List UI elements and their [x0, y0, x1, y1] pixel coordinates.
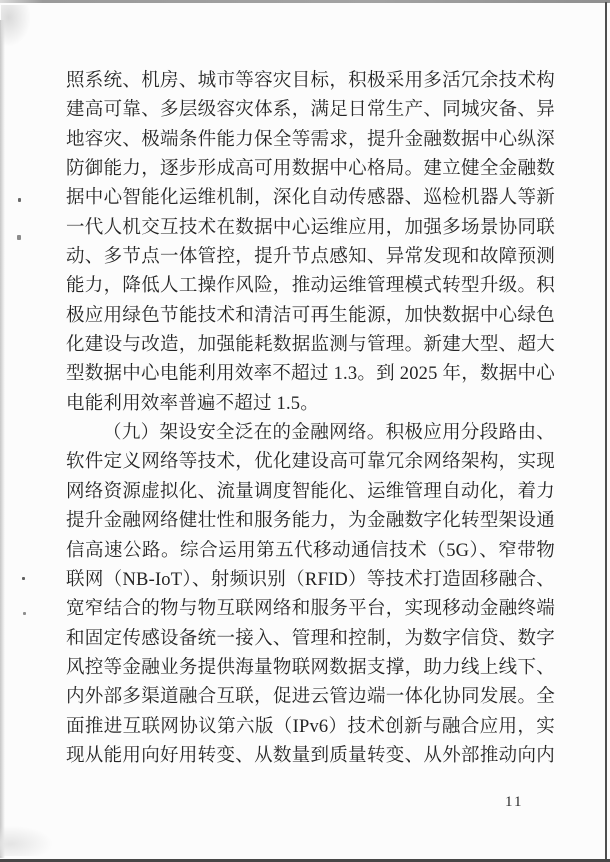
- text-line: 面推进互联网协议第六版（IPv6）技术创新与融合应用，实: [66, 716, 555, 737]
- text-line: 照系统、机房、城市等容灾目标，积极采用多活冗余技术构: [66, 71, 555, 91]
- document-body-text: [66, 67, 555, 771]
- text-line: 网络资源虚拟化、流量调度智能化、运维管理自动化，着力: [66, 481, 555, 502]
- text-line: 内外部多渠道融合互联，促进云管边端一体化协同发展。全: [66, 687, 555, 708]
- scan-edge-left: [0, 20, 5, 858]
- scan-edge-top: [0, 0, 610, 3]
- scan-speck: [18, 198, 21, 202]
- scan-speck: [22, 577, 25, 580]
- text-line: 能力，降低人工操作风险，推动运维管理模式转型升级。积: [66, 276, 555, 297]
- scan-smudge: [0, 826, 52, 856]
- text-line: 电能利用效率普遍不超过 1.5。: [66, 393, 319, 414]
- text-line: 化建设与改造，加强能耗数据监测与管理。新建大型、超大: [66, 335, 555, 356]
- scan-speck: [23, 612, 26, 615]
- text-line: 地容灾、极端条件能力保全等需求，提升金融数据中心纵深: [66, 129, 555, 150]
- text-line: 一代人机交互技术在数据中心运维应用，加强多场景协同联: [66, 217, 555, 238]
- text-line: 和固定传感设备统一接入、管理和控制，为数字信贷、数字: [66, 628, 555, 649]
- text-line: 信高速公路。综合运用第五代移动通信技术（5G）、窄带物: [66, 540, 555, 561]
- page-number: 11: [505, 794, 524, 810]
- text-line-paragraph-start: （九）架设安全泛在的金融网络。积极应用分段路由、: [103, 423, 555, 444]
- text-line: 联网（NB-IoT）、射频识别（RFID）等技术打造固移融合、: [66, 569, 555, 590]
- text-line: 风控等金融业务提供海量物联网数据支撑，助力线上线下、: [66, 657, 555, 678]
- text-line: 型数据中心电能利用效率不超过 1.3。到 2025 年，数据中心: [66, 364, 555, 385]
- text-line: 据中心智能化运维机制，深化自动传感器、巡检机器人等新: [66, 188, 555, 209]
- scan-edge-right: [605, 2, 608, 860]
- scan-speck: [17, 235, 21, 240]
- text-line: 建高可靠、多层级容灾体系，满足日常生产、同城灾备、异: [66, 100, 555, 121]
- text-line: 动、多节点一体管控，提升节点感知、异常发现和故障预测: [66, 247, 555, 268]
- text-line: 极应用绿色节能技术和清洁可再生能源，加快数据中心绿色: [66, 305, 555, 326]
- text-line: 现从能用向好用转变、从数量到质量转变、从外部推动向内: [66, 745, 555, 766]
- text-line: 宽窄结合的物与物互联网络和服务平台，实现移动金融终端: [66, 599, 555, 620]
- scan-smudge: [1, 5, 31, 47]
- text-line: 防御能力，逐步形成高可用数据中心格局。建立健全金融数: [66, 159, 555, 180]
- text-line: 提升金融网络健壮性和服务能力，为金融数字化转型架设通: [66, 511, 555, 532]
- text-line: 软件定义网络等技术，优化建设高可靠冗余网络架构，实现: [66, 452, 555, 473]
